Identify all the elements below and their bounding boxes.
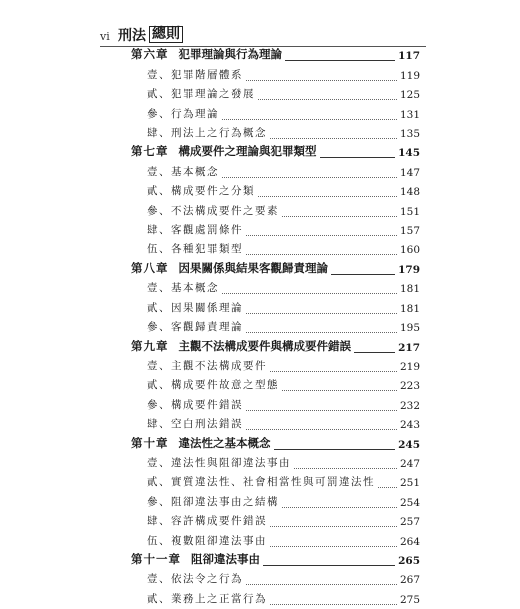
- book-title-part1: 刑法: [118, 27, 146, 44]
- toc-section-row[interactable]: [0, 473, 520, 492]
- chapter-title: 違法性之基本概念: [178, 435, 271, 450]
- toc-section-row[interactable]: [0, 85, 520, 104]
- section-title: 參、客觀歸責理論: [147, 321, 243, 334]
- section-title: 貳、構成要件故意之型態: [147, 379, 279, 392]
- dot-leader: [246, 235, 397, 236]
- page-ref: 267: [399, 574, 420, 587]
- page-number: vi: [100, 30, 110, 43]
- page-ref: 181: [399, 283, 420, 296]
- toc-chapter-row[interactable]: [0, 143, 520, 162]
- dot-leader: [258, 99, 397, 100]
- section-title: 參、行為理論: [147, 107, 219, 120]
- chapter-number: 第六章: [131, 47, 169, 62]
- page-header: [0, 24, 520, 48]
- section-title: 參、不法構成要件之要素: [147, 204, 279, 217]
- dot-leader: [263, 565, 395, 566]
- dot-leader: [331, 274, 395, 275]
- toc-section-row[interactable]: [0, 298, 520, 317]
- section-title: 貳、業務上之正當行為: [147, 592, 267, 605]
- toc-chapter-row[interactable]: [0, 551, 520, 570]
- section-title: 伍、各種犯罪類型: [147, 243, 243, 256]
- table-of-contents: [0, 46, 520, 609]
- page-ref: 264: [399, 535, 420, 548]
- dot-leader: [270, 546, 397, 547]
- page-ref: 217: [398, 341, 420, 354]
- page-ref: 243: [399, 419, 420, 432]
- chapter-title: 阻卻違法事由: [191, 551, 260, 566]
- section-title: 壹、犯罪階層體系: [147, 68, 243, 81]
- section-title: 肆、空白刑法錯誤: [147, 418, 243, 431]
- chapter-number: 第七章: [131, 144, 169, 159]
- dot-leader: [354, 352, 395, 353]
- page-ref: 223: [399, 380, 420, 393]
- dot-leader: [282, 216, 397, 217]
- section-title: 參、阻卻違法事由之結構: [147, 495, 279, 508]
- dot-leader: [282, 507, 397, 508]
- dot-leader: [282, 390, 397, 391]
- page-ref: 179: [398, 263, 420, 276]
- page-ref: 135: [399, 128, 420, 141]
- section-title: 壹、依法令之行為: [147, 573, 243, 586]
- page-ref: 117: [398, 50, 420, 63]
- chapter-heading: [131, 46, 282, 62]
- dot-leader: [246, 332, 397, 333]
- chapter-number: 第十一章: [131, 551, 181, 566]
- section-title: 參、構成要件錯誤: [147, 398, 243, 411]
- chapter-heading: [131, 435, 271, 451]
- dot-leader: [222, 293, 397, 294]
- toc-chapter-row[interactable]: [0, 46, 520, 65]
- dot-leader: [246, 584, 397, 585]
- page-ref: 147: [399, 166, 420, 179]
- page-ref: 251: [399, 477, 420, 490]
- dot-leader: [270, 371, 397, 372]
- chapter-title: 犯罪理論與行為理論: [178, 47, 282, 62]
- dot-leader: [246, 254, 397, 255]
- chapter-heading: [131, 338, 351, 354]
- section-title: 肆、客觀處罰條件: [147, 224, 243, 237]
- dot-leader: [246, 80, 397, 81]
- page-ref: 148: [399, 186, 420, 199]
- toc-section-row[interactable]: [0, 240, 520, 259]
- toc-section-row[interactable]: [0, 454, 520, 473]
- toc-section-row[interactable]: [0, 395, 520, 414]
- dot-leader: [270, 526, 397, 527]
- dot-leader: [320, 157, 396, 158]
- section-title: 壹、違法性與阻卻違法事由: [147, 456, 291, 469]
- chapter-heading: [131, 551, 260, 567]
- page-ref: 275: [399, 593, 420, 606]
- toc-section-row[interactable]: [0, 279, 520, 298]
- chapter-number: 第十章: [131, 435, 169, 450]
- dot-leader: [378, 487, 397, 488]
- toc-section-row[interactable]: [0, 357, 520, 376]
- toc-section-row[interactable]: [0, 512, 520, 531]
- chapter-number: 第九章: [131, 338, 169, 353]
- chapter-heading: [131, 260, 328, 276]
- page-ref: 254: [399, 496, 420, 509]
- dot-leader: [246, 429, 397, 430]
- section-title: 伍、複數阻卻違法事由: [147, 534, 267, 547]
- toc-chapter-row[interactable]: [0, 337, 520, 356]
- book-title: [116, 25, 183, 44]
- toc-section-row[interactable]: [0, 182, 520, 201]
- page-ref: 265: [398, 554, 420, 567]
- page-ref: 257: [399, 516, 420, 529]
- page-ref: 195: [399, 322, 420, 335]
- dot-leader: [274, 449, 396, 450]
- dot-leader: [285, 60, 395, 61]
- toc-section-row[interactable]: [0, 589, 520, 608]
- page-ref: 131: [399, 108, 420, 121]
- toc-section-row[interactable]: [0, 65, 520, 84]
- dot-leader: [222, 119, 397, 120]
- toc-section-row[interactable]: [0, 531, 520, 550]
- toc-section-row[interactable]: [0, 492, 520, 511]
- page-ref: 151: [399, 205, 420, 218]
- toc-section-row[interactable]: [0, 104, 520, 123]
- page-ref: 181: [399, 302, 420, 315]
- dot-leader: [270, 604, 397, 605]
- toc-section-row[interactable]: [0, 376, 520, 395]
- toc-section-row[interactable]: [0, 318, 520, 337]
- dot-leader: [258, 196, 397, 197]
- toc-section-row[interactable]: [0, 415, 520, 434]
- page-ref: 145: [398, 147, 420, 160]
- dot-leader: [294, 468, 397, 469]
- chapter-heading: [131, 143, 317, 159]
- section-title: 壹、基本概念: [147, 282, 219, 295]
- section-title: 貳、因果關係理論: [147, 301, 243, 314]
- chapter-title: 主觀不法構成要件與構成要件錯誤: [178, 338, 351, 353]
- toc-section-row[interactable]: [0, 124, 520, 143]
- section-title: 壹、主觀不法構成要件: [147, 359, 267, 372]
- section-title: 壹、基本概念: [147, 165, 219, 178]
- dot-leader: [222, 177, 397, 178]
- page-ref: 232: [399, 399, 420, 412]
- page-ref: 160: [399, 244, 420, 257]
- toc-chapter-row[interactable]: [0, 434, 520, 453]
- chapter-title: 因果關係與結果客觀歸責理論: [178, 260, 328, 275]
- page-ref: 219: [399, 360, 420, 373]
- section-title: 肆、容許構成要件錯誤: [147, 515, 267, 528]
- page-ref: 245: [398, 438, 420, 451]
- dot-leader: [270, 138, 397, 139]
- chapter-number: 第八章: [131, 260, 169, 275]
- toc-chapter-row[interactable]: [0, 259, 520, 278]
- section-title: 貳、犯罪理論之發展: [147, 88, 255, 101]
- toc-section-row[interactable]: [0, 201, 520, 220]
- section-title: 肆、刑法上之行為概念: [147, 127, 267, 140]
- toc-section-row[interactable]: [0, 570, 520, 589]
- dot-leader: [246, 313, 397, 314]
- page-ref: 125: [399, 89, 420, 102]
- section-title: 貳、構成要件之分類: [147, 185, 255, 198]
- chapter-title: 構成要件之理論與犯罪類型: [178, 144, 317, 159]
- section-title: 貳、實質違法性、社會相當性與可罰違法性: [147, 476, 375, 489]
- toc-section-row[interactable]: [0, 221, 520, 240]
- page-ref: 247: [399, 457, 420, 470]
- toc-section-row[interactable]: [0, 162, 520, 181]
- page-ref: 157: [399, 225, 420, 238]
- book-title-part2: 總則: [149, 26, 183, 43]
- dot-leader: [246, 410, 397, 411]
- page-ref: 119: [399, 69, 420, 82]
